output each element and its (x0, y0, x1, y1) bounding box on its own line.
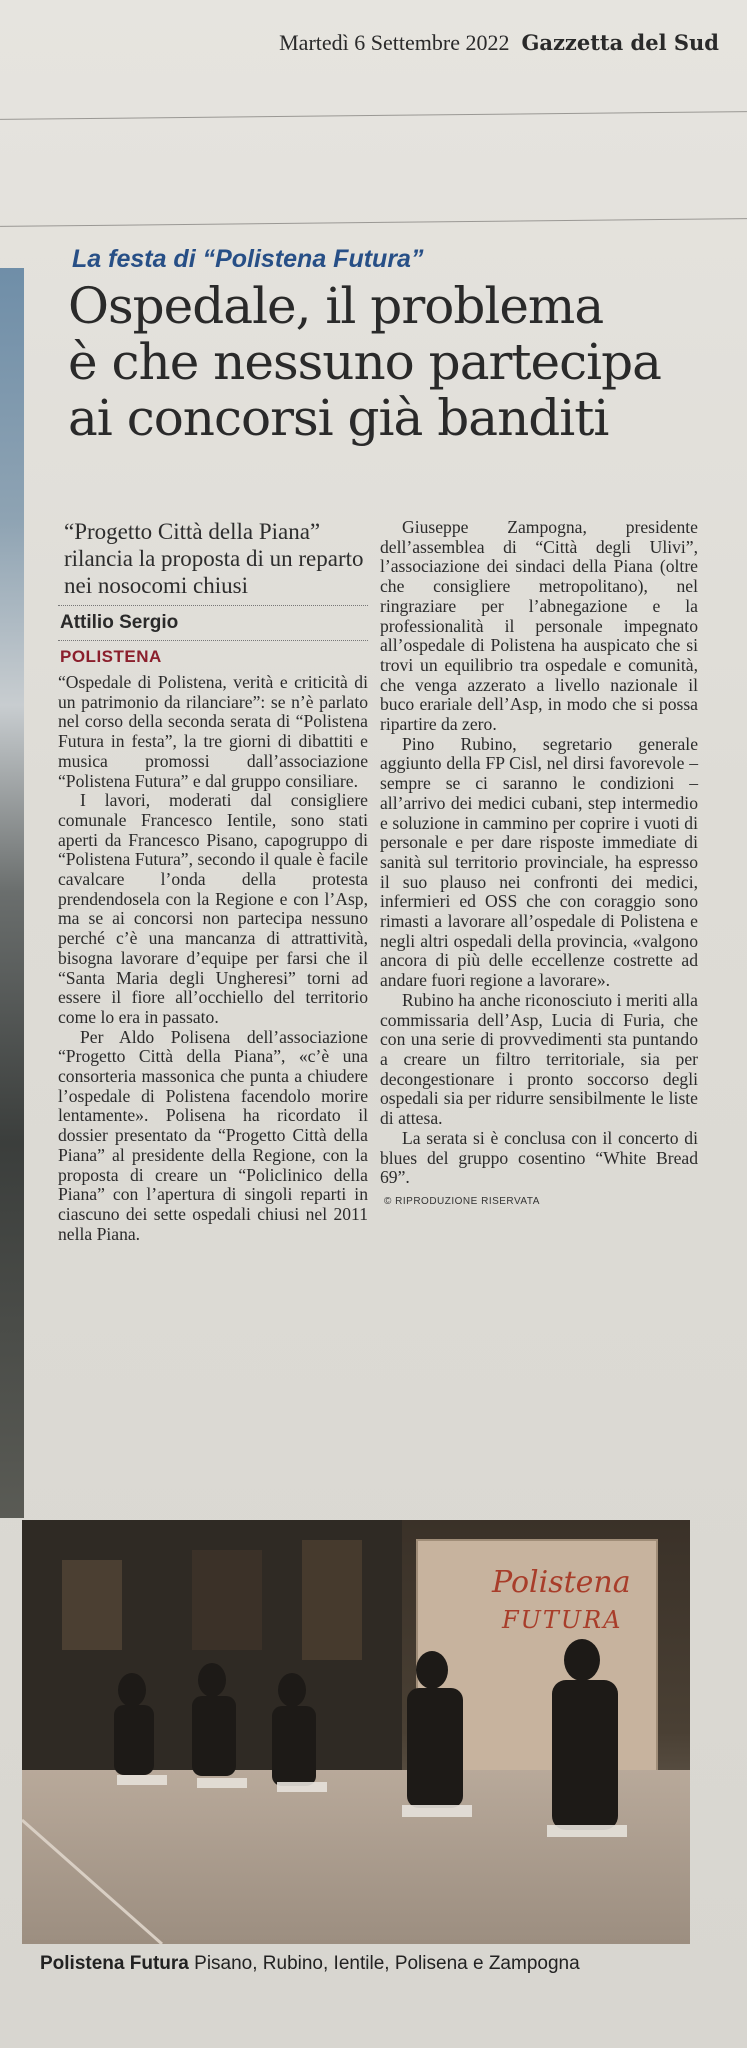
article-head (60, 245, 680, 446)
paragraph: La serata si è conclusa con il concerto di blues del gruppo cosentino “White Bread 69”. (380, 1127, 698, 1188)
photo-caption (40, 1953, 700, 1975)
event-photo (22, 1520, 690, 1944)
article-headline (68, 278, 680, 446)
article-body-left (58, 673, 368, 1244)
left-column (58, 518, 368, 1244)
paragraph: “Ospedale di Polistena, verità e criticità di un patrimonio da rilanciare”: se n’è parlato nel corso della seconda serata di “Polistena Futura in festa”, la tre giorni di dibattiti e musica promossi dall’associazione “Polistena Futura” e dal gruppo consiliare. (58, 672, 368, 791)
banner-line: Polistena (492, 1565, 631, 1600)
copyright-note: © RIPRODUZIONE RISERVATA (384, 1195, 540, 1207)
article-body-right (380, 518, 698, 1188)
issue-date: Martedì 6 Settembre 2022 (279, 30, 510, 55)
divider (58, 605, 368, 606)
caption-title: Polistena Futura (40, 1953, 189, 1974)
article-kicker: La festa di “Polistena Futura” (72, 245, 424, 273)
newspaper-name: Gazzetta del Sud (521, 30, 719, 55)
paragraph: Pino Rubino, segretario generale aggiunto della FP Cisl, nel dirsi favorevole – sempre se ci saranno le condizioni – all’arrivo dei medici cubani, step intermedio e soluzione in cammino per coprire i vuoti di personale e per dare risposte immediate di sanità sul territorio provinciale, ha espresso il suo plauso nei confronti dei medici, infermieri ed OSS che con coraggio sono rimasti a lavorare all’ospedale di Polistena e negli altri ospedali della provincia, «valgono ancora di più delle eccellenze costrette ad andare fuori regione a lavorare». (380, 733, 698, 991)
banner-line: FUTURA (502, 1606, 623, 1634)
section-rule (0, 218, 747, 227)
dateline-place: POLISTENA (60, 647, 162, 666)
right-column (380, 518, 698, 1207)
header-rule (0, 111, 747, 120)
headline-line: Ospedale, il problema (68, 277, 604, 335)
page-header (200, 30, 719, 56)
adjacent-photo-edge (0, 268, 24, 1518)
event-photo-illustration (22, 1520, 690, 1944)
headline-line: è che nessuno partecipa (68, 333, 661, 391)
divider (58, 640, 368, 641)
headline-line: ai concorsi già banditi (68, 389, 609, 447)
paragraph: Rubino ha anche riconosciuto i meriti alla commissaria dell’Asp, Lucia di Furia, che con una serie di provvedimenti sta puntando a creare un filtro territoriale, sia per decongestionare i pronto soccorso degli ospedali sia per ridurre sensibilmente le liste di attesa. (380, 989, 698, 1129)
paragraph: Giuseppe Zampogna, presidente dell’assemblea di “Città degli Ulivi”, l’associazione dei sindaci della Piana (oltre che consigliere metropolitano), nel ringraziare per l’abnegazione e la professionalità il personale impegnato all’ospedale di Polistena ha auspicato che si trovi un equilibrio tra ospedale e comunità, che venga azzerato a livello nazionale il buco erariale dell’Asp, in modo che si possa ripartire da zero. (380, 517, 698, 735)
article-subhead: “Progetto Città della Piana” rilancia la proposta di un reparto nei nosocomi chiusi (64, 519, 364, 598)
author-byline: Attilio Sergio (60, 612, 179, 633)
paragraph: I lavori, moderati dal consigliere comunale Francesco Ientile, sono stati aperti da Francesco Pisano, capogruppo di “Polistena Futura”, secondo il quale è facile cavalcare l’onda della protesta prendendosela con la Regione e con l’Asp, ma se ai concorsi non partecipa nessuno perché c’è una mancanza di attrattività, bisogna lavorare d’equipe per farsi che il “Santa Maria degli Ungheresi” torni ad essere il fiore all’occhiello del territorio come lo era in passato. (58, 790, 368, 1027)
paragraph: Per Aldo Polisena dell’associazione “Progetto Città della Piana”, «c’è una consorteria massonica che punta a chiudere l’ospedale di Polistena facendolo morire lentamente». Polisena ha ricordato il dossier presentato da “Progetto Città della Piana” al presidente della Regione, con la proposta di creare un “Policlinico della Piana” con l’apertura di singoli reparti in ciascuno dei sette ospedali chiusi nel 2011 nella Piana. (58, 1026, 368, 1244)
caption-text: Pisano, Rubino, Ientile, Polisena e Zampogna (194, 1953, 580, 1974)
